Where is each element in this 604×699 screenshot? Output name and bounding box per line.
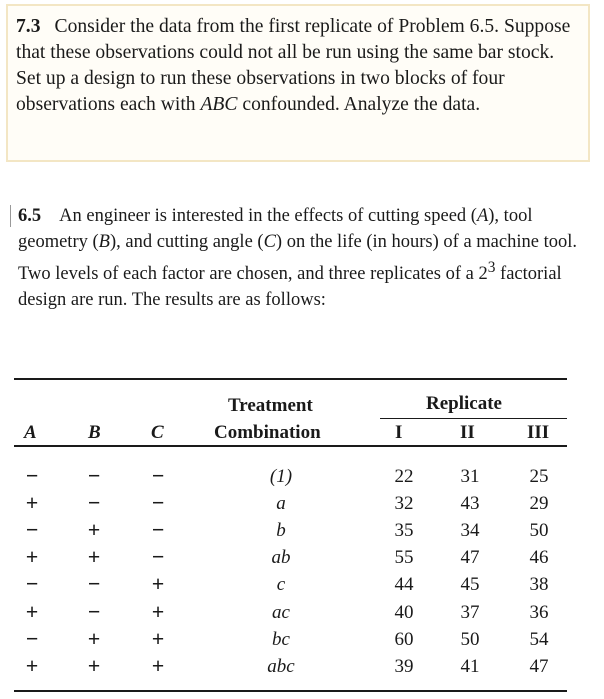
cell-iii-row-8: 47 (529, 655, 549, 677)
cell-ii-row-5: 45 (460, 574, 480, 596)
cell-c-row-2: − (151, 490, 165, 516)
cell-ii-row-7: 50 (460, 628, 480, 650)
problem-6-5-number: 6.5 (18, 206, 42, 226)
cell-i-row-6: 40 (394, 601, 414, 623)
cell-i-row-2: 32 (394, 493, 414, 515)
cell-i-row-3: 35 (394, 520, 414, 542)
problem-7-3-text: Consider the data from the first replicate of Problem 6.5. Suppose that these observations could not all be run using the same bar stock. Set up a design to run these observations in two blocks of four observations each with (16, 16, 571, 115)
cell-c-row-3: − (151, 517, 165, 543)
factor-c: C (263, 231, 276, 252)
cell-ii-row-2: 43 (460, 493, 480, 515)
cell-iii-row-5: 38 (529, 574, 549, 596)
cell-a-row-8: + (25, 652, 39, 678)
header-c: C (151, 422, 164, 443)
cell-iii-row-7: 54 (529, 628, 549, 650)
cell-ii-row-4: 47 (460, 547, 480, 569)
cell-b-row-6: − (87, 598, 101, 624)
margin-bar (10, 205, 11, 227)
cell-combo-row-6: ac (272, 601, 290, 623)
header-rep-i: I (395, 422, 403, 443)
cell-combo-row-8: abc (267, 655, 295, 677)
header-b: B (88, 422, 101, 443)
cell-b-row-1: − (87, 463, 101, 488)
cell-a-row-2: + (25, 490, 39, 516)
cell-c-row-1: − (151, 463, 165, 488)
exponent: 3 (487, 259, 496, 276)
cell-iii-row-2: 29 (529, 493, 549, 515)
cell-c-row-8: + (151, 652, 165, 678)
problem-6-5-text-4: ) on the life (in hours) of a machine tool. Two levels of each factor are chosen, and three replicates of a 2 (18, 231, 577, 285)
header-combination: Combination (214, 422, 321, 443)
table-top-rule (14, 378, 567, 380)
cell-ii-row-3: 34 (460, 520, 480, 542)
cell-iii-row-3: 50 (529, 520, 549, 542)
cell-combo-row-5: c (276, 574, 286, 596)
cell-c-row-7: + (151, 625, 165, 651)
replicate-rule (380, 418, 567, 419)
cell-i-row-7: 60 (394, 628, 414, 650)
cell-combo-row-1: (1) (269, 466, 293, 487)
problem-6-5 (18, 204, 578, 313)
cell-c-row-6: + (151, 598, 165, 624)
cell-a-row-3: − (25, 517, 39, 543)
factor-a: A (476, 206, 489, 226)
cell-i-row-5: 44 (394, 574, 414, 596)
cell-iii-row-4: 46 (529, 547, 549, 569)
problem-7-3-text-end: confounded. Analyze the data. (237, 94, 481, 115)
cell-combo-row-4: ab (271, 547, 291, 569)
results-table (14, 378, 567, 694)
table-header-rule (14, 445, 567, 447)
cell-iii-row-6: 36 (529, 601, 549, 623)
problem-7-3 (6, 4, 590, 162)
cell-ii-row-1: 31 (460, 466, 480, 487)
cell-b-row-8: + (87, 652, 101, 678)
problem-6-5-text-1: An engineer is interested in the effects of cutting speed ( (59, 206, 477, 226)
header-rep-ii: II (460, 422, 475, 443)
cell-a-row-4: + (25, 544, 39, 570)
cell-combo-row-7: bc (272, 628, 290, 650)
cell-ii-row-6: 37 (460, 601, 480, 623)
cell-b-row-7: + (87, 625, 101, 651)
problem-6-5-text-5: factorial design are run. The results are as follows: (18, 264, 562, 310)
cell-ii-row-8: 41 (460, 655, 480, 677)
cell-a-row-6: + (25, 598, 39, 624)
cell-b-row-4: + (87, 544, 101, 570)
problem-6-5-text-2: ), tool geometry ( (18, 206, 533, 252)
table-bottom-rule (14, 690, 567, 692)
cell-i-row-1: 22 (394, 466, 414, 487)
header-rep-iii: III (527, 422, 550, 443)
cell-i-row-8: 39 (394, 655, 414, 677)
cell-a-row-5: − (25, 571, 39, 597)
problem-7-3-abc: ABC (200, 94, 238, 115)
cell-b-row-2: − (87, 490, 101, 516)
cell-combo-row-2: a (276, 493, 286, 515)
cell-c-row-4: − (151, 544, 165, 570)
header-replicate: Replicate (426, 393, 502, 414)
cell-combo-row-3: b (276, 520, 286, 542)
cell-iii-row-1: 25 (529, 466, 549, 487)
cell-i-row-4: 55 (394, 547, 414, 569)
cell-a-row-7: − (25, 625, 39, 651)
cell-b-row-5: − (87, 571, 101, 597)
header-a: A (24, 422, 37, 443)
cell-a-row-1: − (25, 463, 39, 488)
problem-6-5-text-3: ), and cutting angle ( (109, 231, 264, 252)
problem-7-3-number: 7.3 (16, 16, 41, 37)
factor-b: B (98, 231, 110, 252)
cell-c-row-5: + (151, 571, 165, 597)
cell-b-row-3: + (87, 517, 101, 543)
header-treatment: Treatment (228, 395, 313, 416)
